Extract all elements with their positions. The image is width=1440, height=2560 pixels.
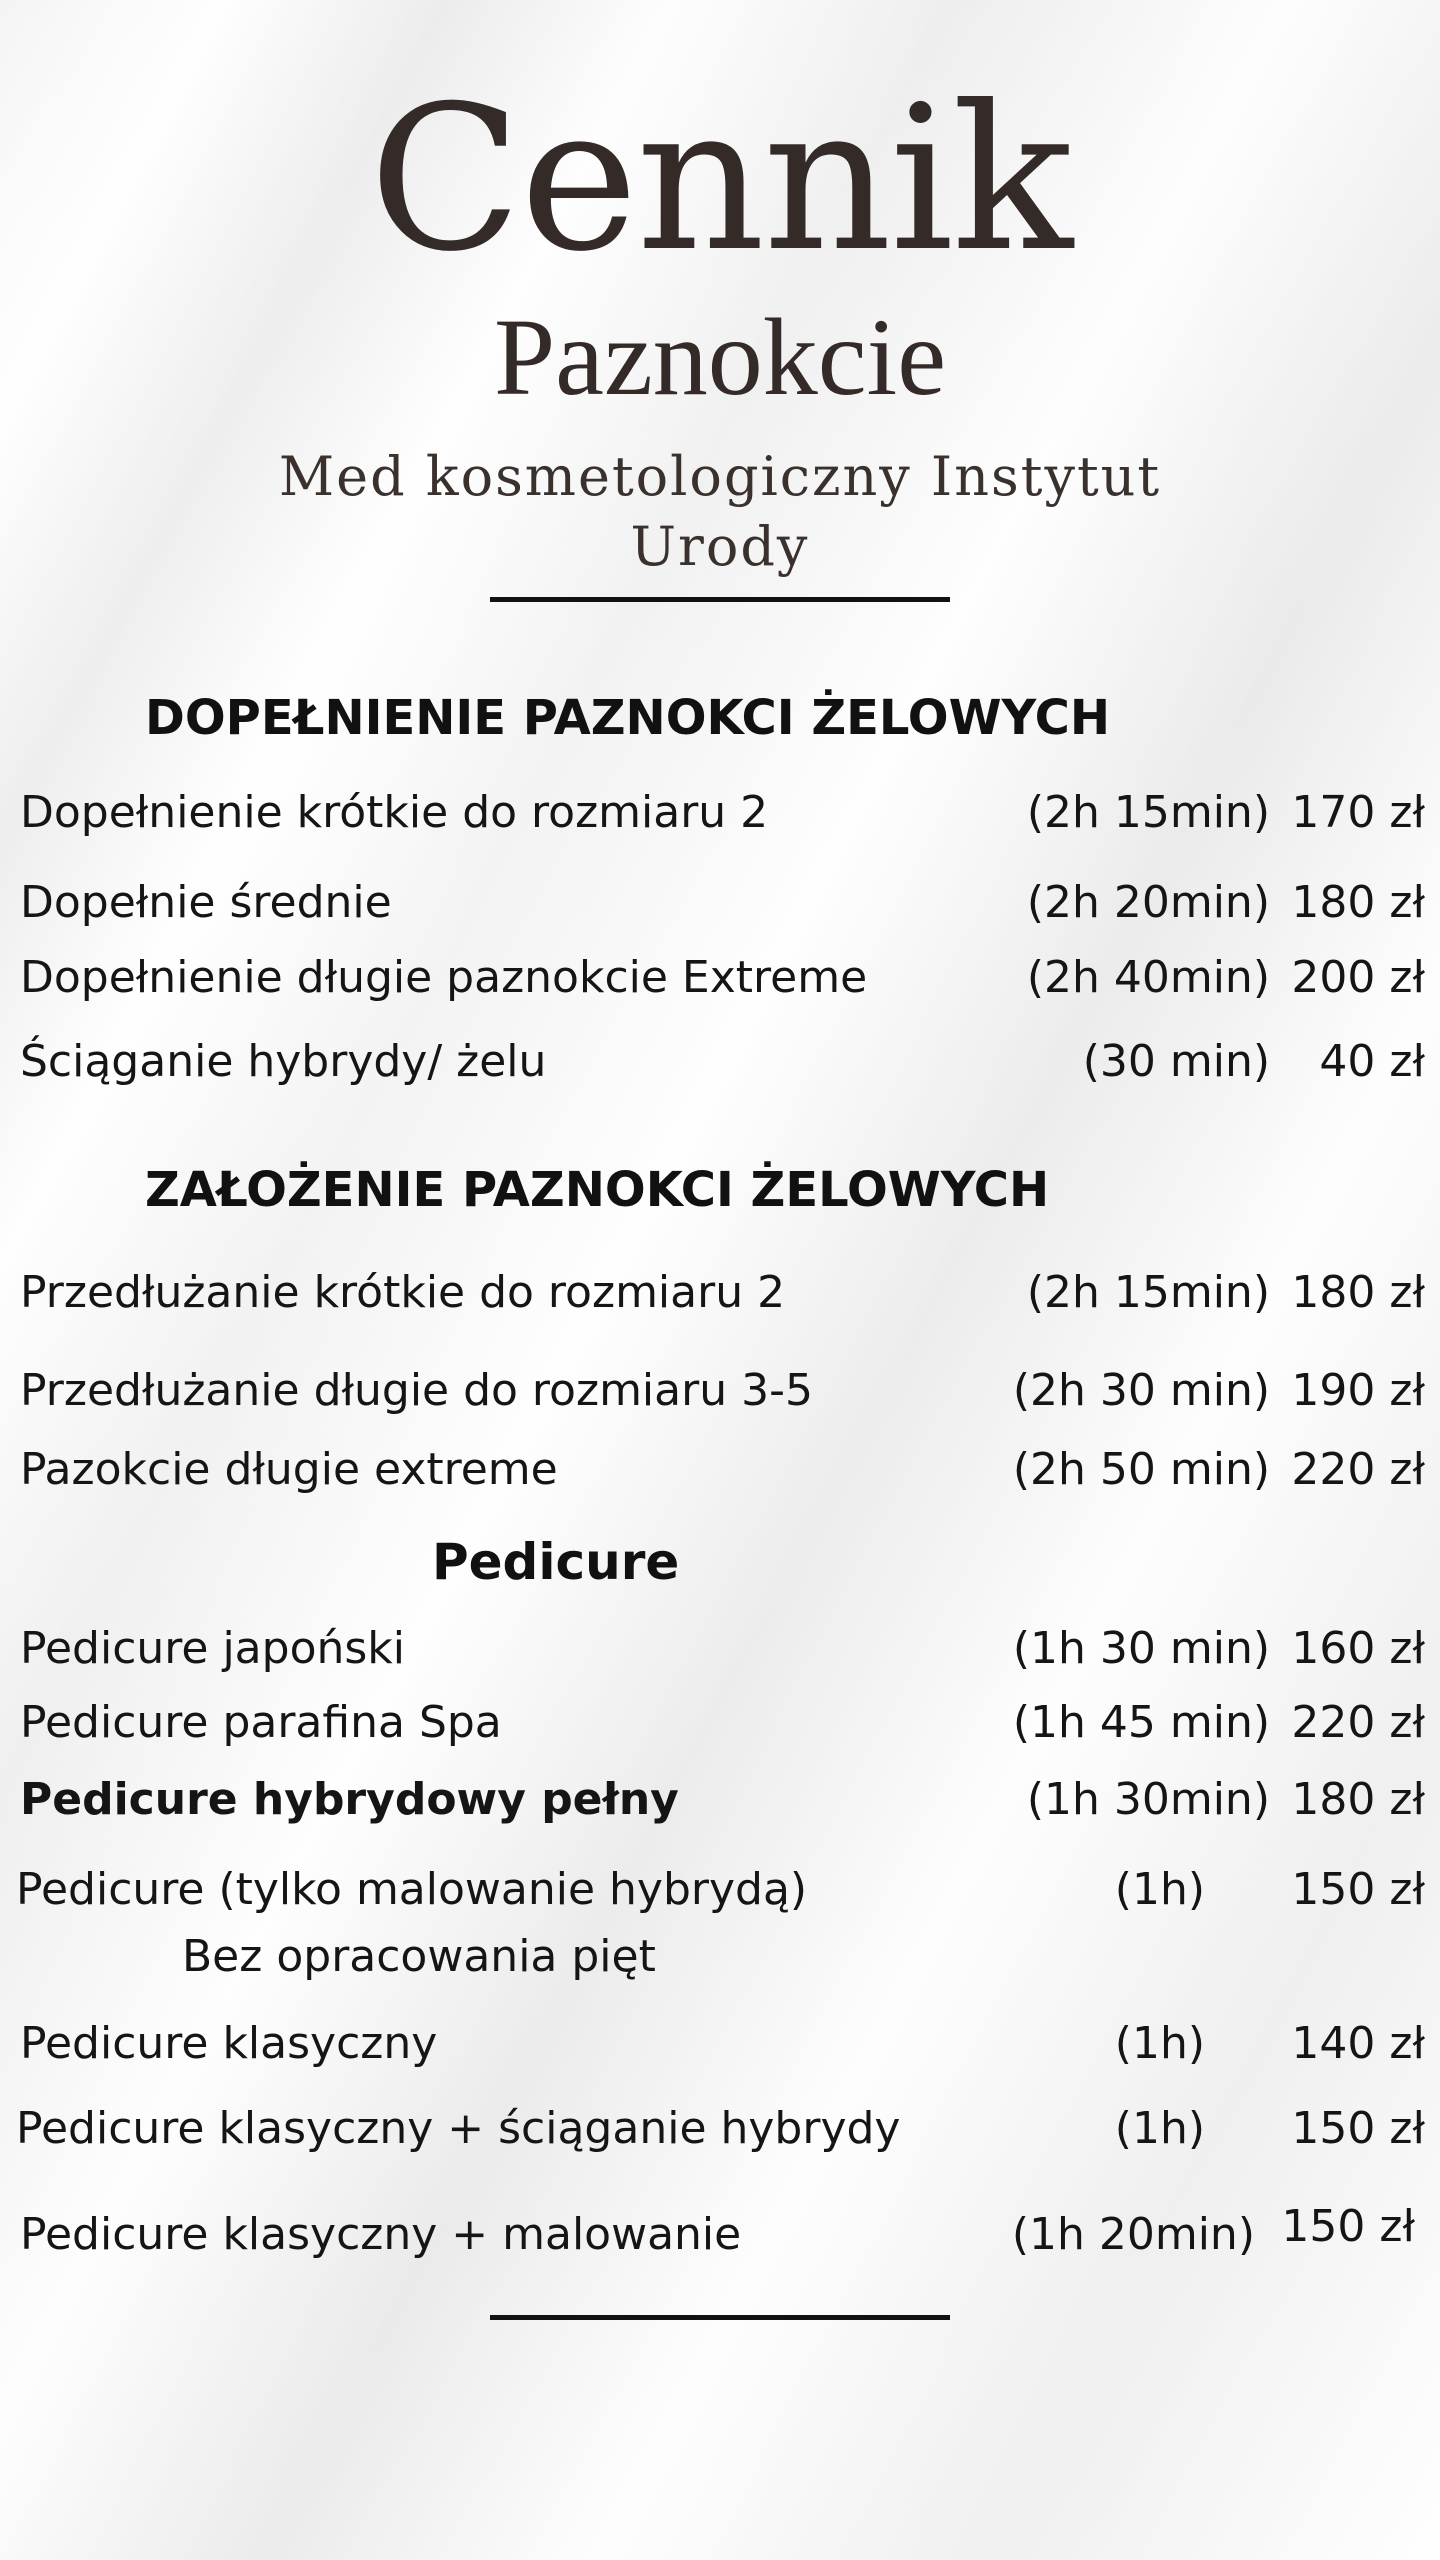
service-duration: (1h 20min) [1011,2209,1255,2260]
top-divider [490,597,950,602]
price-row [0,948,1440,1008]
price-row [0,783,1440,843]
service-price: 140 zł [1291,2018,1425,2069]
service-name: Ściąganie hybrydy/ żelu [20,1036,547,1087]
service-note: Bez opracowania pięt [182,1931,656,1982]
institute-line-2: Urody [630,515,810,578]
service-price: 160 zł [1291,1623,1425,1674]
service-price: 220 zł [1291,1444,1425,1495]
service-name: Pedicure klasyczny [20,2018,438,2069]
service-name: Dopełnienie krótkie do rozmiaru 2 [20,787,769,838]
price-row [0,1361,1440,1421]
institute-name [0,442,1440,582]
price-row [0,2099,1440,2159]
service-price: 200 zł [1291,952,1425,1003]
service-price: 150 zł [1281,2201,1415,2252]
service-duration: (2h 50 min) [1012,1444,1270,1495]
price-row [0,2014,1440,2074]
service-name: Pedicure (tylko malowanie hybrydą) [16,1864,808,1915]
service-duration: (2h 20min) [1026,877,1270,928]
service-price: 150 zł [1291,1864,1425,1915]
service-name: Pedicure parafina Spa [20,1697,502,1748]
price-row [0,1860,1440,1920]
section-title-pedicure: Pedicure [432,1533,680,1591]
service-price: 220 zł [1291,1697,1425,1748]
service-price: 180 zł [1291,877,1425,928]
service-duration: (1h) [1114,2103,1205,2154]
service-name: Pedicure klasyczny + malowanie [20,2209,742,2260]
service-duration: (1h 30 min) [1012,1623,1270,1674]
service-name: Pedicure klasyczny + ściąganie hybrydy [16,2103,901,2154]
service-duration: (1h 30min) [1026,1774,1270,1825]
service-duration: (2h 15min) [1026,1267,1270,1318]
price-row [0,1263,1440,1323]
service-name: Pedicure japoński [20,1623,405,1674]
service-duration: (1h 45 min) [1012,1697,1270,1748]
service-name: Pazokcie długie extreme [20,1444,558,1495]
price-row [0,1693,1440,1753]
page-title: Cennik [368,63,1072,296]
service-name: Dopełnienie długie paznokcie Extreme [20,952,868,1003]
service-name: Przedłużanie długie do rozmiaru 3-5 [20,1365,813,1416]
service-name: Pedicure hybrydowy pełny [20,1774,679,1825]
service-duration: (2h 30 min) [1012,1365,1270,1416]
price-row [0,1440,1440,1500]
service-price: 40 zł [1319,1036,1425,1087]
service-duration: (2h 15min) [1026,787,1270,838]
service-price: 170 zł [1291,787,1425,838]
price-row [0,1770,1440,1830]
price-row [0,1032,1440,1092]
service-price: 190 zł [1291,1365,1425,1416]
service-duration: (30 min) [1082,1036,1270,1087]
institute-line-1: Med kosmetologiczny Instytut [278,445,1162,508]
service-name: Przedłużanie krótkie do rozmiaru 2 [20,1267,786,1318]
bottom-divider [490,2315,950,2320]
price-row [0,873,1440,933]
price-row [0,1619,1440,1679]
service-price: 180 zł [1291,1267,1425,1318]
service-price: 150 zł [1291,2103,1425,2154]
service-name: Dopełnie średnie [20,877,392,928]
price-row [0,2201,1440,2265]
section-title-gel-refill: DOPEŁNIENIE PAZNOKCI ŻELOWYCH [145,690,1110,746]
service-duration: (1h) [1114,2018,1205,2069]
page-subtitle: Paznokcie [493,296,947,418]
service-duration: (2h 40min) [1026,952,1270,1003]
service-price: 180 zł [1291,1774,1425,1825]
service-duration: (1h) [1114,1864,1205,1915]
section-title-gel-set: ZAŁOŻENIE PAZNOKCI ŻELOWYCH [145,1162,1050,1218]
